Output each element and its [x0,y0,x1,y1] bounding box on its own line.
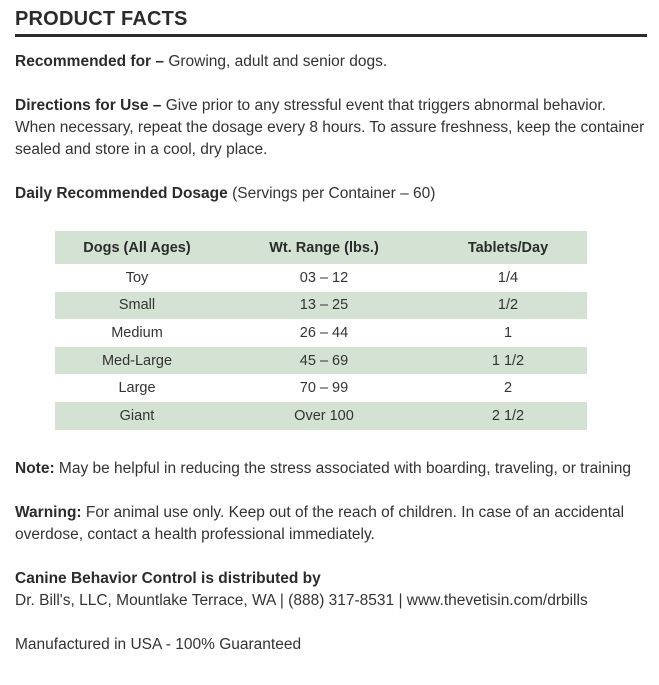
table-cell-dog-size: Giant [55,402,219,430]
table-row [55,319,587,347]
warning-paragraph [15,502,647,546]
note-text: May be helpful in reducing the stress associated with boarding, traveling, or training [54,459,632,477]
table-row [55,402,587,430]
column-header-dogs: Dogs (All Ages) [55,231,219,264]
table-cell-weight-range: 13 – 25 [219,292,429,320]
table-cell-tablets: 2 [503,380,513,397]
recommended-for-text: Growing, adult and senior dogs. [164,53,388,70]
distributor-contact: Dr. Bill's, LLC, Mountlake Terrace, WA | (888) 317-8531 | www.thevetisin.com/drbills [15,591,588,609]
table-cell-tablets: 1/2 [429,292,587,320]
table-cell-tablets: 1 [503,324,513,341]
table-cell-dog-size: Med-Large [55,347,219,375]
table-cell-dog-size: Small [55,292,219,320]
table-cell-dog-size: Medium [111,324,163,341]
table-cell-weight-range: 03 – 12 [299,269,349,286]
column-header-weight-range: Wt. Range (lbs.) [219,231,429,264]
note-label: Note: [15,459,55,477]
table-cell-dog-size: Toy [125,269,149,286]
dosage-table [55,231,587,430]
dosage-label: Daily Recommended Dosage [15,185,228,202]
table-row [55,374,587,402]
table-row [55,347,587,375]
dosage-text: (Servings per Container – 60) [227,185,436,202]
page-title: PRODUCT FACTS [15,8,188,30]
warning-text: For animal use only. Keep out of the reach of children. In case of an accidental overdose, contact a health professional immediately. [15,503,625,543]
directions-label: Directions for Use – [15,97,162,114]
table-row [55,292,587,320]
directions-paragraph [15,95,647,161]
product-facts-panel [15,6,647,656]
manufactured-statement: Manufactured in USA - 100% Guaranteed [15,635,302,653]
table-cell-dog-size: Large [118,380,156,397]
note-paragraph [15,458,647,480]
distributor-label: Canine Behavior Control is distributed by [15,569,321,587]
dosage-paragraph [15,183,647,205]
table-cell-weight-range: 70 – 99 [299,380,349,397]
recommended-for-paragraph [15,51,647,73]
table-cell-weight-range: Over 100 [219,402,429,430]
table-cell-tablets: 1 1/2 [429,347,587,375]
recommended-for-label: Recommended for – [15,53,165,70]
warning-label: Warning: [15,503,82,521]
table-cell-weight-range: 26 – 44 [299,324,349,341]
table-header-row [55,231,587,264]
table-cell-weight-range: 45 – 69 [219,347,429,375]
title-divider [15,34,647,37]
directions-text: Give prior to any stressful event that triggers abnormal behavior. When necessary, repeat the dosage every 8 hours. To assure freshness, keep the container sealed and store in a cool, dry place. [15,97,645,158]
table-row [55,264,587,292]
table-cell-tablets: 1/4 [497,269,519,286]
column-header-tablets-per-day: Tablets/Day [429,231,587,264]
table-cell-tablets: 2 1/2 [429,402,587,430]
distributor-paragraph [15,568,647,612]
